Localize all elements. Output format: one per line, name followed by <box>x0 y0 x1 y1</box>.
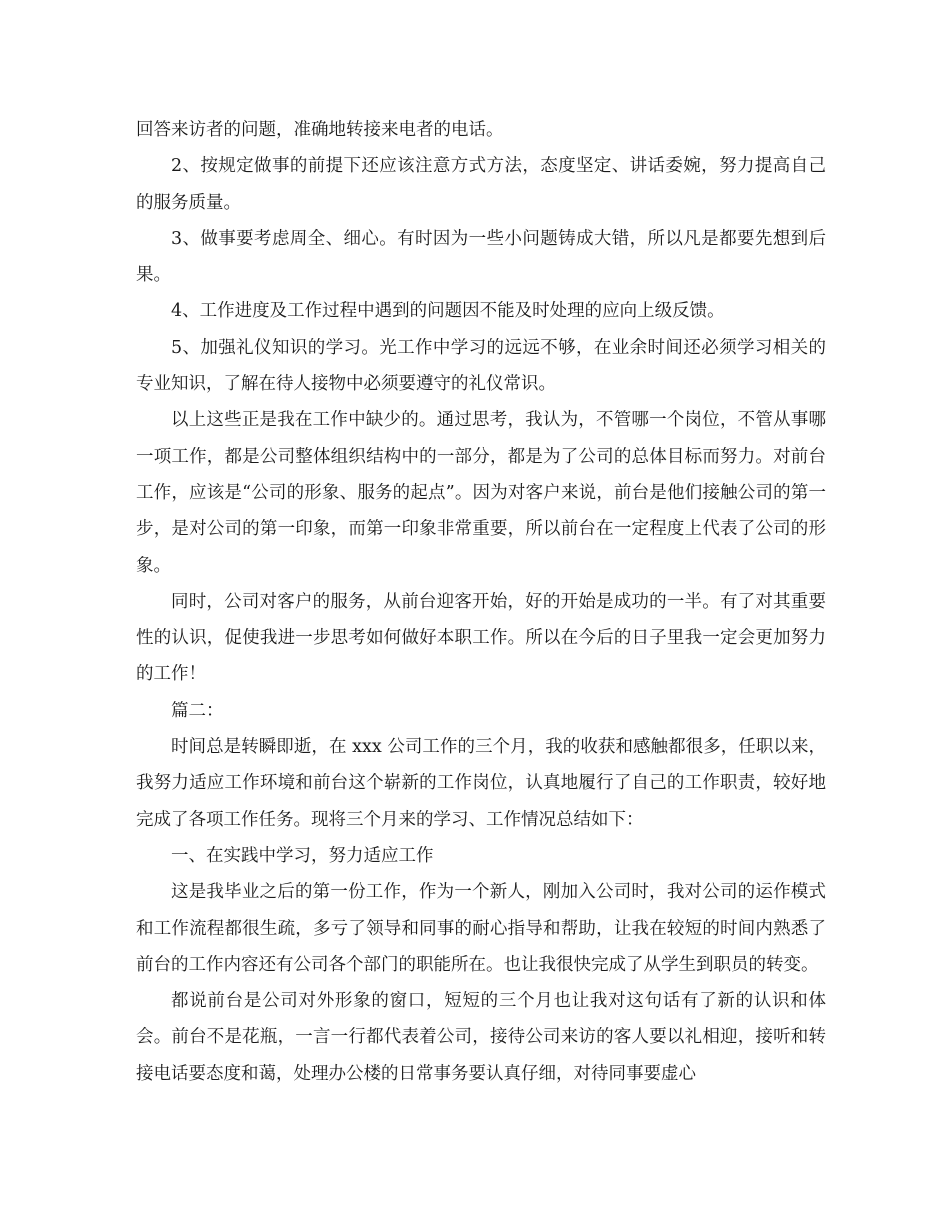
paragraph-2: 2、按规定做事的前提下还应该注意方式方法，态度坚定、讲话委婉，努力提高自己的服务质量。 <box>136 156 826 213</box>
paragraph-3: 3、做事要考虑周全、细心。有时因为一些小问题铸成大错，所以凡是都要先想到后果。 <box>136 228 826 286</box>
document-body <box>136 112 826 1092</box>
section-heading-part-two: 篇二： <box>171 700 224 721</box>
paragraph-5: 5、加强礼仪知识的学习。光工作中学习的远远不够，在业余时间还必须学习相关的专业知识，了解在待人接物中必须要遵守的礼仪常识。 <box>136 337 826 395</box>
paragraph-4: 4、工作进度及工作过程中遇到的问题因不能及时处理的应向上级反馈。 <box>171 301 725 322</box>
subheading-learn-in-practice: 一、在实践中学习，努力适应工作 <box>171 845 434 866</box>
paragraph-6: 以上这些正是我在工作中缺少的。通过思考，我认为，不管哪一个岗位，不管从事哪一项工作，都是公司整体组织结构中的一部分，都是为了公司的总体目标而努力。对前台工作，应该是“公司的形象、服务的起点”。因为对客户来说，前台是他们接触公司的第一步，是对公司的第一印象，而第一印象非常重要，所以前台在一定程度上代表了公司的形象。 <box>136 410 826 576</box>
paragraph-11: 这是我毕业之后的第一份工作，作为一个新人，刚加入公司时，我对公司的运作模式和工作流程都很生疏，多亏了领导和同事的耐心指导和帮助，让我在较短的时间内熟悉了前台的工作内容还有公司各个部门的职能所在。也让我很快完成了从学生到职员的转变。 <box>136 882 826 975</box>
paragraph-7: 同时，公司对客户的服务，从前台迎客开始，好的开始是成功的一半。有了对其重要性的认识，促使我进一步思考如何做好本职工作。所以在今后的日子里我一定会更加努力的工作！ <box>136 591 826 685</box>
paragraph-12: 都说前台是公司对外形象的窗口，短短的三个月也让我对这句话有了新的认识和体会。前台不是花瓶，一言一行都代表着公司，接待公司来访的客人要以礼相迎，接听和转接电话要态度和蔼，处理办公楼的日常事务要认真仔细，对待同事要虚心 <box>136 991 826 1084</box>
paragraph-1: 回答来访者的问题，准确地转接来电者的电话。 <box>136 120 504 140</box>
paragraph-9: 时间总是转瞬即逝，在 xxx 公司工作的三个月，我的收获和感触都很多，任职以来，我努力适应工作环境和前台这个崭新的工作岗位，认真地履行了自己的工作职责，较好地完成了各项工作任务。现将三个月来的学习、工作情况总结如下： <box>136 737 826 830</box>
